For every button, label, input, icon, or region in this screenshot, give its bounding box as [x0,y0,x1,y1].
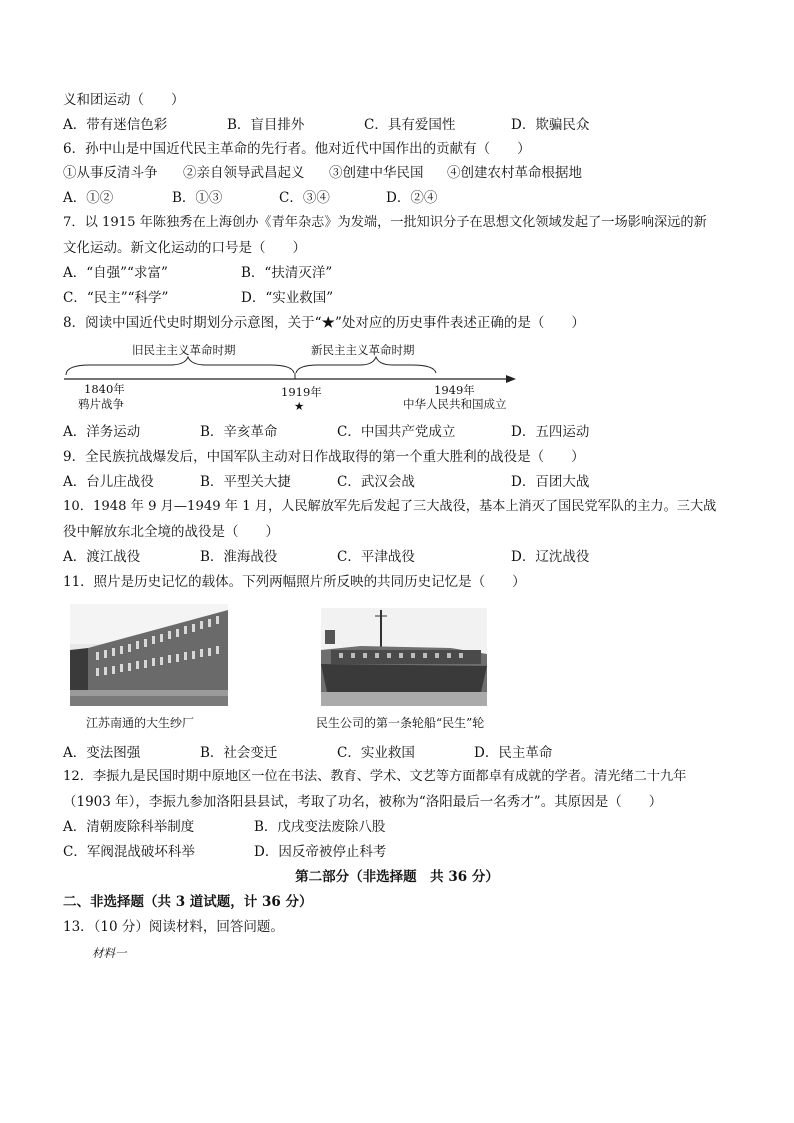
timeline-brace-old [66,357,294,375]
q7-line-2: 文化运动。新文化运动的口号是（ ） [63,240,306,256]
q6-option-d: D．②④ [386,190,438,206]
q6-item-2: ②亲自领导武昌起义 [183,165,305,181]
q13-stem: 13．（10 分）阅读材料，回答问题。 [63,919,284,935]
q9-option-c: C．武汉会战 [337,474,415,490]
q6-option-b: B．①③ [172,190,223,206]
q10-line-2: 役中解放东北全境的战役是（ ） [63,524,279,540]
timeline-1949-year: 1949年 [434,383,475,397]
q8-stem: 8．阅读中国近代史时期划分示意图，关于“★”处对应的历史事件表述正确的是（ ） [63,315,585,331]
photo-minsheng-ship [321,608,487,706]
q10-option-b: B．淮海战役 [200,549,278,565]
q6-option-c: C．③④ [279,190,330,206]
q12-option-d: D．因反帝被停止科考 [254,844,387,860]
q7-option-a: A．“自强”“求富” [63,265,168,281]
q5-option-d: D．欺骗民众 [511,117,590,133]
timeline-arrowhead [506,375,516,383]
timeline-period-new: 新民主主义革命时期 [311,343,415,357]
timeline-brace-new [296,357,436,373]
timeline-1919-year: 1919年 [281,385,322,399]
photo-dasheng-mill [70,604,228,706]
q6-item-4: ④创建农村革命根据地 [447,165,582,181]
q6-option-a: A．①② [63,190,114,206]
q6-stem: 6．孙中山是中国近代民主革命的先行者。他对近代中国作出的贡献有（ ） [63,141,531,157]
q8-option-b: B．辛亥革命 [200,424,278,440]
part-two-title: 第二部分（非选择题 共 36 分） [295,869,499,885]
timeline-1949-event: 中华人民共和国成立 [403,397,507,411]
timeline-star-icon: ★ [294,399,305,413]
q8-option-c: C．中国共产党成立 [337,424,456,440]
q7-line-1: 7．以 1915 年陈独秀在上海创办《青年杂志》为发端，一批知识分子在思想文化领域发起了一场影响深远的新 [63,215,707,230]
q10-option-c: C．平津战役 [337,549,415,565]
q11-stem: 11．照片是历史记忆的载体。下列两幅照片所反映的共同历史记忆是（ ） [63,574,526,590]
q12-line-1: 12．李振九是民国时期中原地区一位在书法、教育、学术、文艺等方面都卓有成就的学者。清光绪二十九年 [63,769,687,784]
q6-item-3: ③创建中华民国 [329,165,424,181]
timeline-1840-year: 1840年 [84,382,125,396]
q7-option-c: C．“民主”“科学” [63,290,169,306]
q10-line-1: 10．1948 年 9 月—1949 年 1 月，人民解放军先后发起了三大战役，基本上消灭了国民党军队的主力。三大战 [63,499,717,514]
photo-caption-1: 江苏南通的大生纱厂 [86,716,195,730]
timeline-1840-event: 鸦片战争 [78,397,124,411]
q12-option-c: C．军阀混战破坏科举 [63,844,195,860]
q12-line-2: （1903 年），李振九参加洛阳县县试，考取了功名，被称为“洛阳最后一名秀才”。其原因是（ ） [63,794,663,810]
q11-option-b: B．社会变迁 [200,745,278,761]
section-two-title: 二、非选择题（共 3 道试题，计 36 分） [63,894,313,910]
q11-option-a: A．变法图强 [63,745,141,761]
q12-option-b: B．戊戌变法废除八股 [254,819,386,835]
material-one-label: 材料一 [92,946,127,960]
q9-option-a: A．台儿庄战役 [63,474,154,490]
q7-option-b: B．“扶清灭洋” [241,265,333,281]
q12-option-a: A．清朝废除科举制度 [63,819,195,835]
q6-item-1: ①从事反清斗争 [63,165,158,181]
q11-option-c: C．实业救国 [337,745,415,761]
q5-option-c: C．具有爱国性 [364,117,456,133]
q9-option-d: D．百团大战 [511,474,590,490]
q11-option-d: D．民主革命 [474,745,553,761]
q7-option-d: D．“实业救国” [241,290,334,306]
q9-stem: 9．全民族抗战爆发后，中国军队主动对日作战取得的第一个重大胜利的战役是（ ） [63,449,585,465]
q10-option-d: D．辽沈战役 [511,549,590,565]
photo-caption-2: 民生公司的第一条轮船“民生”轮 [316,716,485,730]
q5-tail: 义和团运动（ ） [63,92,185,108]
q5-option-b: B．盲目排外 [227,117,305,133]
q8-option-d: D．五四运动 [511,424,590,440]
q8-option-a: A．洋务运动 [63,424,141,440]
timeline-period-old: 旧民主主义革命时期 [132,343,236,357]
q5-option-a: A．带有迷信色彩 [63,117,168,133]
q10-option-a: A．渡江战役 [63,549,141,565]
q9-option-b: B．平型关大捷 [200,474,291,490]
